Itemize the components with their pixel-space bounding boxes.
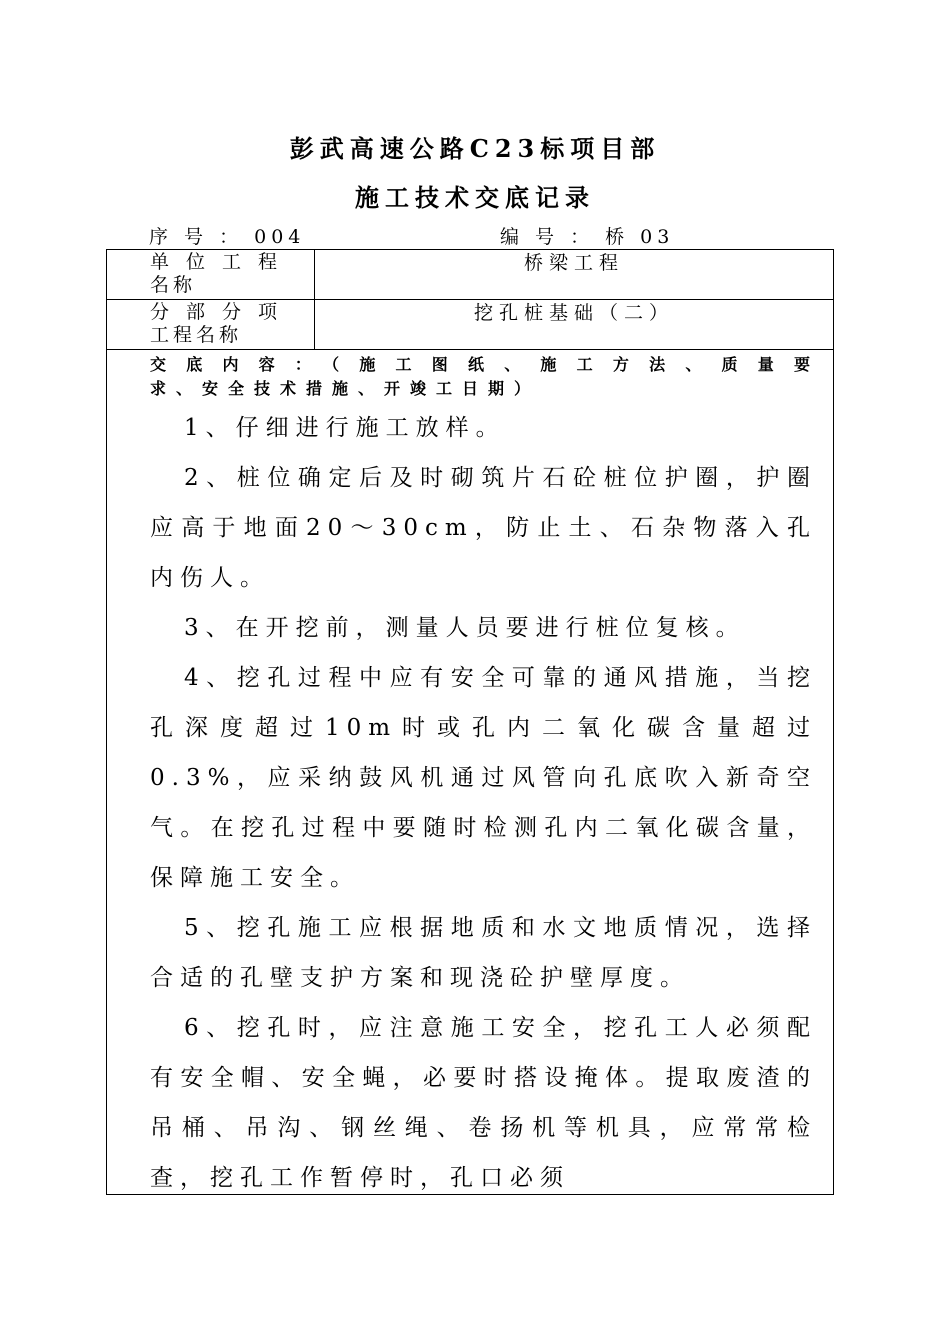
content-item: 1、仔细进行施工放样。 [184, 415, 506, 441]
document-title: 彭武高速公路C23标项目部 [289, 134, 661, 163]
content-header [150, 353, 815, 401]
record-code: 编 号 ： 桥 03 [500, 226, 675, 248]
unit-project-label-line2: 名称 [150, 274, 197, 296]
content-item: 3、在开挖前，测量人员要进行桩位复核。 [184, 615, 746, 641]
content-body [150, 403, 817, 1203]
sub-project-label-line1: 分部分项 [150, 301, 295, 323]
sub-project-value: 挖孔桩基础（二） [473, 302, 674, 324]
unit-project-row [107, 250, 833, 300]
content-header-line2: 求、安全技术措施、开竣工日期） [150, 379, 541, 398]
content-header-line1: 交底内容：（施工图纸、施工方法、质量要 [150, 355, 815, 374]
unit-project-label-line1: 单位工程 [150, 251, 295, 273]
record-table [106, 249, 834, 1195]
content-item: 4、挖孔过程中应有安全可靠的通风措施，当挖孔深度超过10m时或孔内二氧化碳含量超过0.3%，应采纳鼓风机通过风管向孔底吹入新奇空气。在挖孔过程中要随时检测孔内二氧化碳含量，保障施工安全。 [150, 665, 817, 891]
content-item: 5、挖孔施工应根据地质和水文地质情况，选择合适的孔壁支护方案和现浇砼护壁厚度。 [150, 915, 817, 991]
content-item: 6、挖孔时，应注意施工安全，挖孔工人必须配有安全帽、安全蝇，必要时搭设掩体。提取废渣的吊桶、吊沟、钢丝绳、卷扬机等机具，应常常检查，挖孔工作暂停时，孔口必须 [150, 1015, 817, 1191]
serial-number: 序 号 ： 004 [149, 226, 306, 248]
sub-project-label-line2: 工程名称 [150, 324, 243, 346]
sub-project-label [107, 300, 315, 349]
unit-project-value: 桥梁工程 [523, 252, 624, 274]
content-item: 2、桩位确定后及时砌筑片石砼桩位护圈，护圈应高于地面20～30cm，防止土、石杂物落入孔内伤人。 [150, 465, 817, 591]
sub-project-row [107, 300, 833, 350]
unit-project-label [107, 250, 315, 299]
document-subtitle: 施工技术交底记录 [355, 183, 595, 212]
